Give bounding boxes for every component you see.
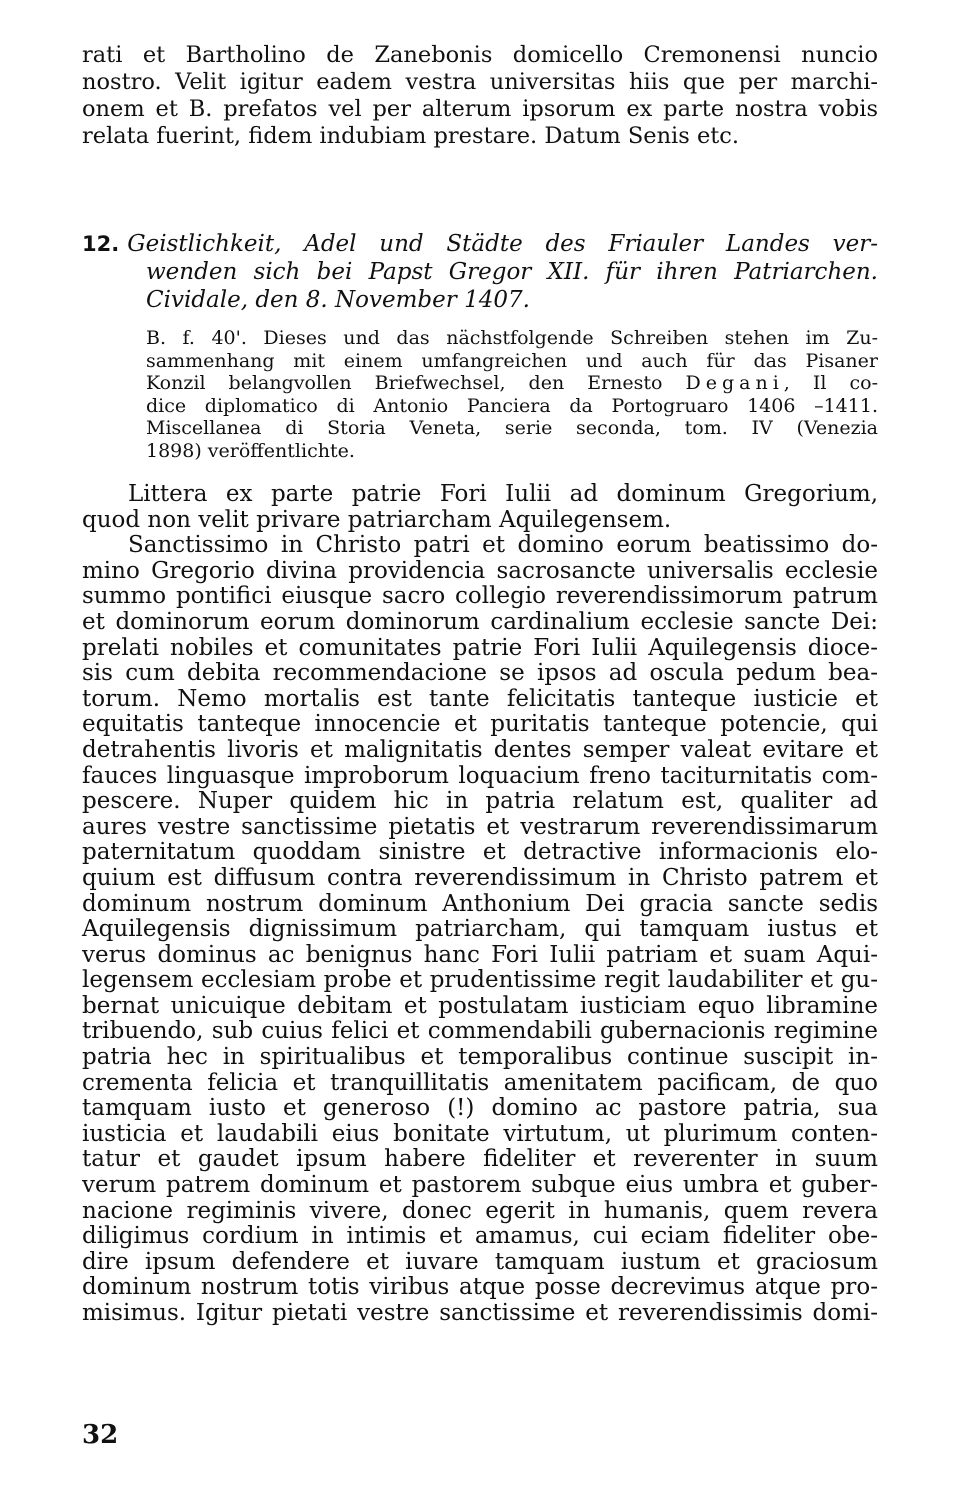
text-line: misimus. Igitur pietati vestre sanctissime et reverendissimis domi- [82,1300,878,1326]
text-line: dominum nostrum totis viribus atque posse decrevimus atque pro- [82,1274,878,1301]
editorial-note [146,327,878,462]
text-line: et dominorum eorum dominorum cardinalium ecclesie sancte Dei: [82,608,878,635]
text-line: tamquam iusto et generoso (!) domino ac pastore patria, sua [82,1095,878,1122]
note-line: sammenhang mit einem umfangreichen und auch für das Pisaner [146,349,878,372]
text-line: legensem ecclesiam probe et prudentissime regit laudabiliter et gu- [82,967,878,994]
note-text: , Il co- [783,372,878,394]
text-line: mino Gregorio divina providencia sacrosancte universalis ecclesie [82,557,878,584]
intro-paragraph [82,42,878,150]
text-line: bernat unicuique debitam et postulatam iusticiam equo libramine [82,992,878,1019]
page-number: 32 [82,1420,119,1450]
note-line: Miscellanea di Storia Veneta, serie seconda, tom. IV (Venezia [146,417,878,439]
text-line: patria hec in spiritualibus et temporalibus continue suscipit in- [82,1044,878,1071]
text-line: rati et Bartholino de Zanebonis domicello Cremonensi nuncio [82,42,878,68]
text-line: quium est diffusum contra reverendissimum in Christo patrem et [82,864,878,891]
text-line: fauces linguasque improborum loquacium freno taciturnitatis com- [82,762,878,789]
text-line: tatur et gaudet ipsum habere fideliter et reverenter in suum [82,1146,878,1173]
text-line: dire ipsum defendere et iuvare tamquam iustum et graciosum [82,1248,878,1275]
text-line: sis cum debita recommendacione se ipsos ad oscula pedum bea- [82,660,878,687]
latin-letter-text [82,482,878,1327]
text-line: onem et B. prefatos vel per alterum ipsorum ex parte nostra vobis [82,96,878,122]
section-number: 12. [82,232,120,256]
heading-line: wenden sich bei Papst Gregor XII. für ihren Patriarchen. [146,259,878,285]
note-line: 1898) veröffentlichte. [146,439,355,462]
text-line: torum. Nemo mortalis est tante felicitatis tanteque iusticie et [82,685,878,712]
text-line: prelati nobiles et comunitates patrie Fori Iulii Aquilegensis dioce- [82,634,878,661]
heading-text: Geistlichkeit, Adel und Städte des Friauler Landes ver- [127,231,878,257]
text-line: crementa felicia et tranquillitatis amenitatem pacificam, de quo [82,1069,878,1096]
text-line: equitatis tanteque innocencie et puritatis tanteque potencie, qui [82,711,878,738]
text-line: paternitatum quoddam sinistre et detractive informacionis elo- [82,839,878,866]
note-line [146,372,878,395]
text-line: verus dominus ac benignus hanc Fori Iulii patriam et suam Aqui- [82,941,878,968]
text-line: Aquilegensis dignissimum patriarcham, qui tamquam iustus et [82,916,878,943]
text-line: pescere. Nuper quidem hic in patria relatum est, qualiter ad [82,788,878,815]
note-text: Konzil belangvollen Briefwechsel, den Ernesto [146,372,686,394]
text-line: tribuendo, sub cuius felici et commendabili gubernacionis regimine [82,1018,878,1045]
author-name: Degani [685,372,784,394]
text-line: nostro. Velit igitur eadem vestra universitas hiis que per marchi- [82,69,878,95]
section-heading [82,230,878,314]
text-line: verum patrem dominum et pastorem subque eius umbra et guber- [82,1172,878,1199]
text-line: nacione regiminis vivere, donec egerit in humanis, quem revera [82,1197,878,1224]
text-line: relata fuerint, fidem indubiam prestare. Datum Senis etc. [82,123,740,149]
text-line: iusticia et laudabili eius bonitate virtutum, ut plurimum conten- [82,1120,878,1147]
heading-line: Cividale, den 8. November 1407. [146,287,530,313]
letter-title-line: quod non velit privare patriarcham Aquilegensem. [82,506,672,533]
heading-line [82,230,878,258]
text-line: dominum nostrum dominum Anthonium Dei gracia sancte sedis [82,890,878,917]
letter-title-line: Littera ex parte patrie Fori Iulii ad dominum Gregorium, [128,481,878,507]
text-line: summo pontifici eiusque sacro collegio reverendissimorum patrum [82,583,878,610]
text-line: Sanctissimo in Christo patri et domino eorum beatissimo do- [128,532,878,559]
note-line: dice diplomatico di Antonio Panciera da Portogruaro 1406 –1411. [146,394,878,417]
note-line: B. f. 40'. Dieses und das nächstfolgende Schreiben stehen im Zu- [146,327,878,349]
text-line: detrahentis livoris et malignitatis dentes semper valeat evitare et [82,736,878,763]
text-line: diligimus cordium in intimis et amamus, cui eciam fideliter obe- [82,1223,878,1250]
text-line: aures vestre sanctissime pietatis et vestrarum reverendissimarum [82,813,878,840]
